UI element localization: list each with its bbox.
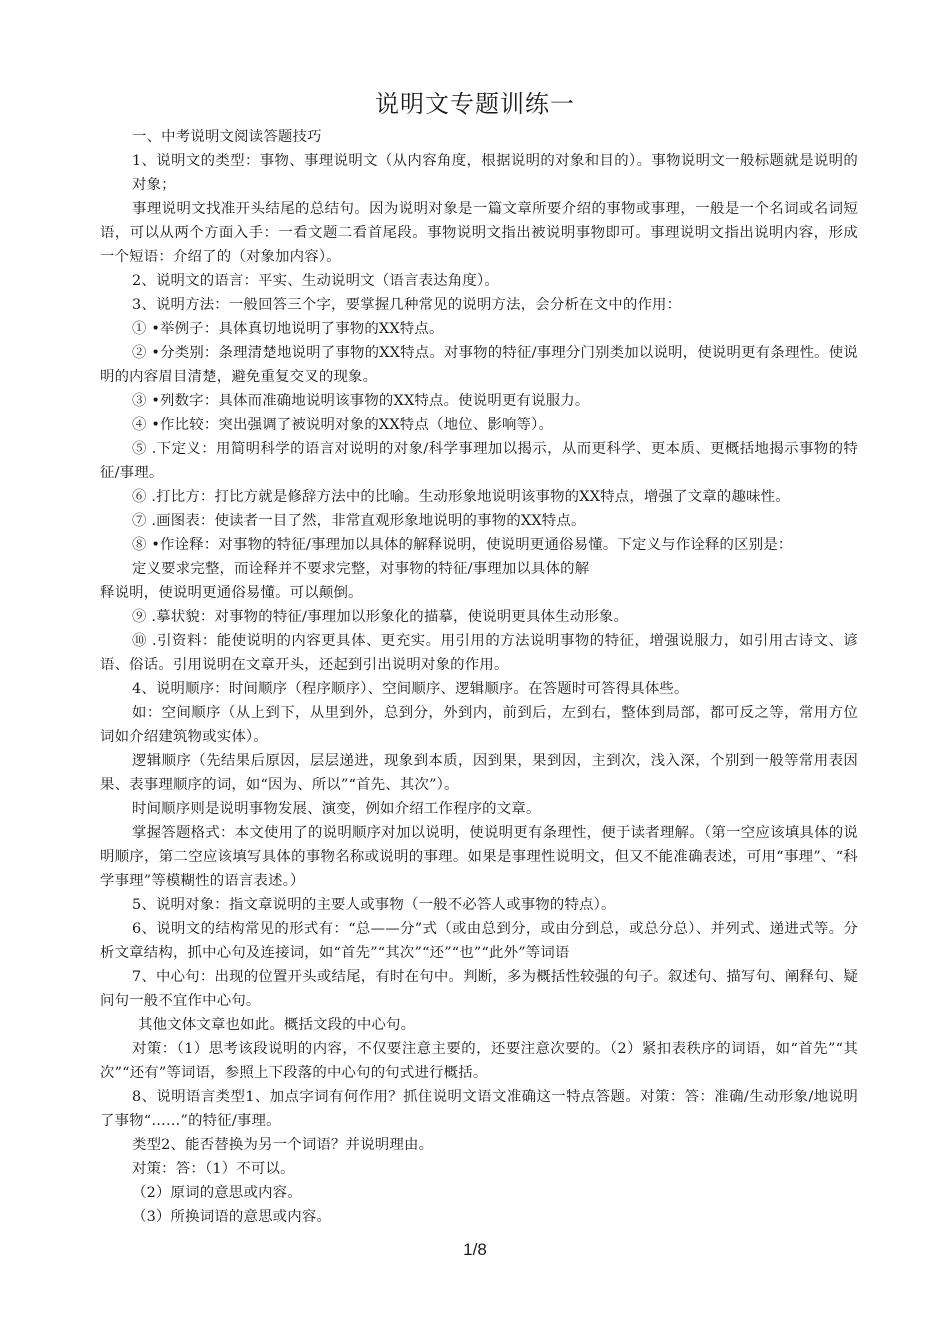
paragraph: 定义要求完整，而诠释并不要求完整，对事物的特征/事理加以具体的解 — [132, 561, 590, 577]
method-item: ⑤ .下定义：用简明科学的语言对说明的对象/科学事理加以揭示，从而更科学、更本质、更概括地揭示事物的特征/事理。 — [100, 441, 858, 481]
method-item: ⑦ .画图表：使读者一目了然，非常直观形象地说明的事物的XX特点。 — [132, 513, 586, 529]
method-item: ⑩ .引资料：能使说明的内容更具体、更充实。用引用的方法说明事物的特征，增强说服力，如引用古诗文、谚语、俗话。引用说明在文章开头，还起到引出说明对象的作用。 — [100, 633, 858, 673]
paragraph: 时间顺序则是说明事物发展、演变，例如介绍工作程序的文章。 — [132, 801, 541, 817]
paragraph: 1、说明文的类型：事物、事理说明文（从内容角度，根据说明的对象和目的）。事物说明文一般标题就是说明的对象； — [132, 153, 858, 193]
method-item: ⑥ .打比方：打比方就是修辞方法中的比喻。生动形象地说明该事物的XX特点，增强了文章的趣味性。 — [132, 489, 790, 505]
paragraph: 8、说明语言类型1、加点字词有何作用？抓住说明文语文准确这一特点答题。对策：答：准确/生动形象/地说明了事物“……”的特征/事理。 — [100, 1089, 858, 1129]
document-body — [100, 125, 858, 1229]
paragraph: 7、中心句：出现的位置开头或结尾，有时在句中。判断，多为概括性较强的句子。叙述句、描写句、阐释句、疑问句一般不宜作中心句。 — [100, 969, 858, 1009]
paragraph: 2、说明文的语言：平实、生动说明文（语言表达角度）。 — [132, 273, 499, 289]
paragraph: 释说明，使说明更通俗易懂。可以颠倒。 — [100, 585, 363, 601]
method-item: ② •分类别：条理清楚地说明了事物的XX特点。对事物的特征/事理分门别类加以说明，使说明更有条理性。使说明的内容眉目清楚，避免重复交叉的现象。 — [100, 345, 858, 385]
paragraph: 5、说明对象：指文章说明的主要人或事物（一般不必答人或事物的特点）。 — [132, 897, 616, 913]
paragraph: 事理说明文找准开头结尾的总结句。因为说明对象是一篇文章所要介绍的事物或事理，一般是一个名词或名词短语，可以从两个方面入手：一看文题二看首尾段。事物说明文指出被说明事物即可。事理说明文指出说明内容，形成一个短语：介绍了的（对象加内容）。 — [100, 201, 858, 265]
method-item: ③ •列数字：具体而准确地说明该事物的XX特点。使说明更有说服力。 — [132, 393, 590, 409]
paragraph: 对策：答：（1）不可以。 — [132, 1161, 295, 1177]
paragraph: 其他文体文章也如此。概括文段的中心句。 — [138, 1017, 416, 1033]
section-heading: 一、中考说明文阅读答题技巧 — [132, 129, 322, 145]
paragraph: 对策：（1）思考该段说明的内容，不仅要注意主要的，还要注意次要的。（2）紧扣表秩序的词语，如“首先”“其次”“还有”等词语，参照上下段落的中心句的句式进行概括。 — [100, 1041, 858, 1081]
method-item: ⑨ .摹状貌：对事物的特征/事理加以形象化的描摹，使说明更具体生动形象。 — [132, 609, 629, 625]
paragraph: 6、说明文的结构常见的形式有：“总——分”式（或由总到分，或由分到总，或总分总）、并列式、递进式等。分析文章结构，抓中心句及连接词，如“首先”“其次”“还”“也”“此外”等词语 — [100, 921, 858, 961]
paragraph: 4、说明顺序：时间顺序（程序顺序）、空间顺序、逻辑顺序。在答题时可答得具体些。 — [132, 681, 689, 697]
paragraph: 如：空间顺序（从上到下，从里到外，总到分，外到内，前到后，左到右，整体到局部，都可反之等，常用方位词如介绍建筑物或实体）。 — [100, 705, 858, 745]
paragraph: 掌握答题格式：本文使用了的说明顺序对加以说明，使说明更有条理性，便于读者理解。（第一空应该填具体的说明顺序，第二空应该填写具体的事物名称或说明的事理。如果是事理性说明文，但又不能准确表述，可用“事理”、“科学事理”等模糊性的语言表述。） — [100, 825, 858, 889]
paragraph: 类型2、能否替换为另一个词语？并说明理由。 — [132, 1137, 434, 1153]
method-item: ① •举例子：具体真切地说明了事物的XX特点。 — [132, 321, 444, 337]
paragraph: （3）所换词语的意思或内容。 — [132, 1209, 332, 1225]
paragraph: 逻辑顺序（先结果后原因，层层递进，现象到本质，因到果，果到因，主到次，浅入深，个别到一般等常用表因果、表事理顺序的词，如“因为、所以”“首先、其次”）。 — [100, 753, 858, 793]
page-number: 1/8 — [463, 1240, 487, 1259]
method-item: ⑧ •作诠释：对事物的特征/事理加以具体的解释说明，使说明更通俗易懂。下定义与作诠释的区别是： — [132, 537, 793, 553]
paragraph: 3、说明方法：一般回答三个字，要掌握几种常见的说明方法，会分析在文中的作用： — [132, 297, 682, 313]
method-item: ④ •作比较：突出强调了被说明对象的XX特点（地位、影响等）。 — [132, 417, 554, 433]
document-title: 说明文专题训练一 — [375, 90, 575, 118]
paragraph: （2）原词的意思或内容。 — [132, 1185, 302, 1201]
